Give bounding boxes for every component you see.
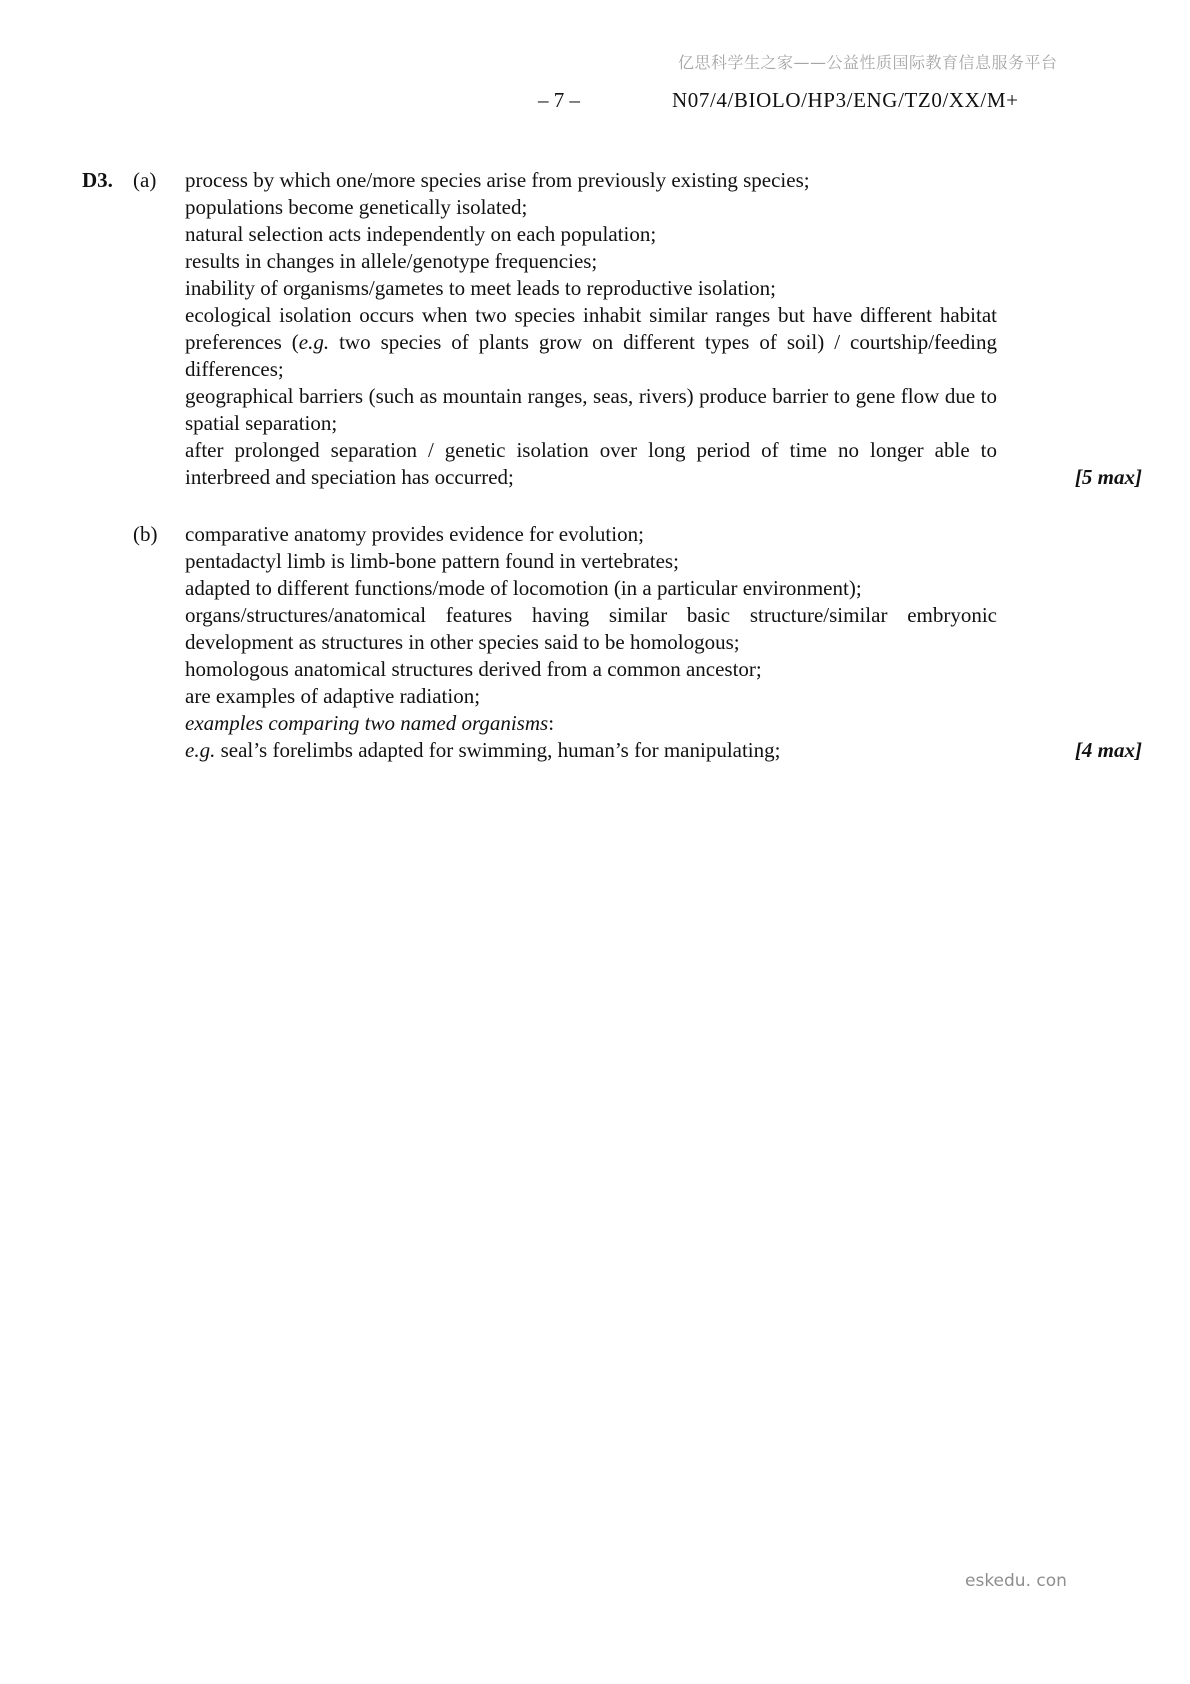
point-text-italic: e.g. [298,330,330,354]
point-text: are examples of adaptive radiation; [185,684,481,708]
marking-point [185,548,997,575]
paper-code: N07/4/BIOLO/HP3/ENG/TZ0/XX/M+ [672,88,1019,112]
point-text-italic: e.g. [185,738,216,762]
marking-point [185,521,997,548]
point-text: populations become genetically isolated; [185,195,528,219]
point-text-after: two species of plants grow on different types of soil) / courtship/feeding differences; [185,330,997,381]
point-text: adapted to different functions/mode of locomotion (in a particular environment); [185,576,862,600]
question-block [82,167,1142,764]
part-label-b: (b) [133,522,158,546]
marking-point [185,194,997,221]
marking-point [185,437,997,491]
marking-point [185,275,997,302]
marking-point [185,575,997,602]
site-banner: 亿思科学生之家——公益性质国际教育信息服务平台 [678,53,1058,72]
point-text-italic: examples comparing two named organisms [185,711,549,735]
marking-point [185,221,997,248]
marking-point [185,167,997,194]
site-watermark: eskedu. con [965,1571,1067,1591]
page-number: – 7 – [538,88,580,112]
point-text: natural selection acts independently on each population; [185,222,657,246]
point-text: inability of organisms/gametes to meet leads to reproductive isolation; [185,276,776,300]
question-number: D3. [82,168,113,192]
marking-point [185,683,997,710]
point-text: results in changes in allele/genotype frequencies; [185,249,598,273]
marking-point [185,302,997,383]
point-text: process by which one/more species arise from previously existing species; [185,168,810,192]
part-a-answer-text [185,167,997,491]
part-label-a: (a) [133,168,157,192]
part-a-marks-cell [997,167,1142,491]
marking-point [185,737,997,764]
point-text-after: : [548,711,555,735]
point-text-after: seal’s forelimbs adapted for swimming, human’s for manipulating; [215,738,781,762]
marking-point [185,710,997,737]
point-text: comparative anatomy provides evidence for evolution; [185,522,644,546]
marking-point [185,383,997,437]
point-text: ecological isolation occurs when two species inhabit similar ranges but have different habitat preferences ( [185,303,997,354]
marking-point [185,248,997,275]
point-text: organs/structures/anatomical features having similar basic structure/similar embryonic development as structures in other species said to be homologous; [185,603,997,654]
part-b-marks-cell [997,521,1142,764]
max-mark-a: [5 max] [1074,465,1142,489]
question-number-spacer [82,521,133,764]
part-b-answer-text [185,521,997,764]
point-text: geographical barriers (such as mountain ranges, seas, rivers) produce barrier to gene flow due to spatial separation; [185,384,997,435]
point-text: homologous anatomical structures derived from a common ancestor; [185,657,762,681]
marking-point [185,656,997,683]
marking-point [185,602,997,656]
max-mark-b: [4 max] [1074,738,1142,762]
point-text: after prolonged separation / genetic isolation over long period of time no longer able to interbreed and speciation has occurred; [185,438,997,489]
point-text: pentadactyl limb is limb-bone pattern found in vertebrates; [185,549,679,573]
